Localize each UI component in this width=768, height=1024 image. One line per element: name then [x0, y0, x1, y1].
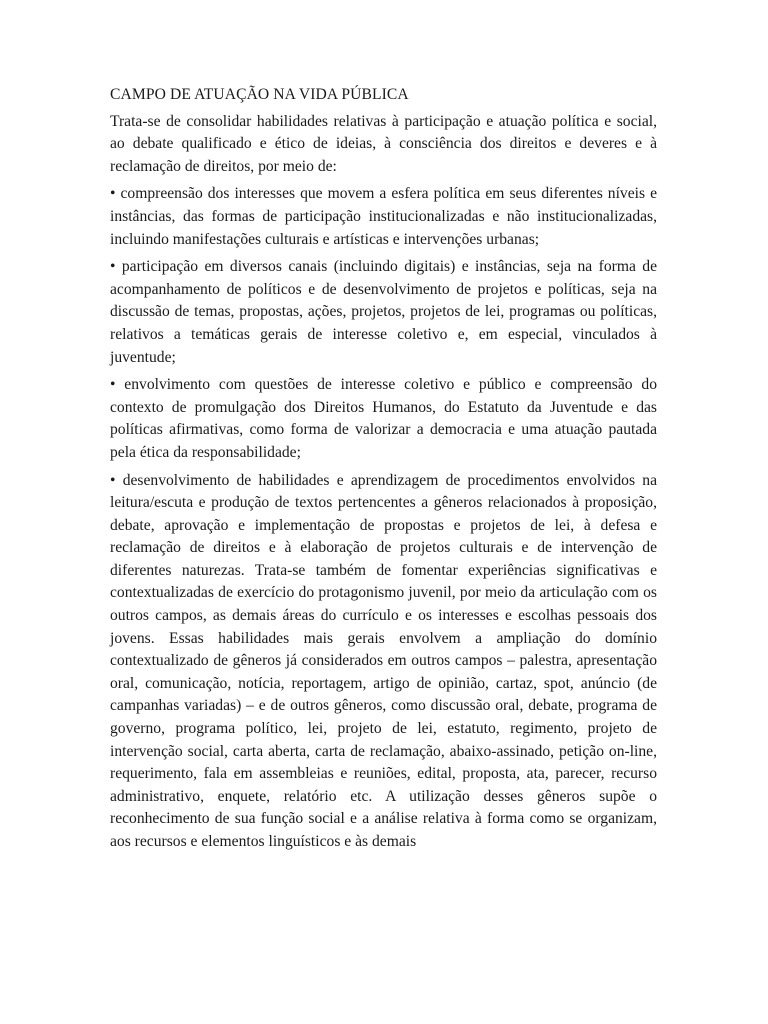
- intro-paragraph: Trata-se de consolidar habilidades relativas à participação e atuação política e social, ao debate qualificado e ético de ideias, à consciência dos direitos e deveres e à reclamação de direitos, por meio de:: [110, 112, 657, 175]
- section-heading: CAMPO DE ATUAÇÃO NA VIDA PÚBLICA: [110, 86, 409, 103]
- bullet-paragraph: • envolvimento com questões de interesse coletivo e público e compreensão do contexto de promulgação dos Direitos Humanos, do Estatuto da Juventude e das políticas afirmativas, como forma de valorizar a democracia e uma atuação pautada pela ética da responsabilidade;: [110, 376, 657, 461]
- document-page: [110, 84, 657, 859]
- bullet-paragraph: • compreensão dos interesses que movem a esfera política em seus diferentes níveis e instâncias, das formas de participação institucionalizadas e não institucionalizadas, incluindo manifestações culturais e artísticas e intervenções urbanas;: [110, 185, 657, 248]
- bullet-paragraph: • participação em diversos canais (incluindo digitais) e instâncias, seja na forma de acompanhamento de políticos e de desenvolvimento de projetos e políticas, seja na discussão de temas, propostas, ações, projetos, projetos de lei, programas ou políticas, relativos a temáticas gerais de interesse coletivo e, em especial, vinculados à juventude;: [110, 258, 657, 366]
- bullet-paragraph: • desenvolvimento de habilidades e aprendizagem de procedimentos envolvidos na leitura/escuta e produção de textos pertencentes a gêneros relacionados à proposição, debate, aprovação e implementação de propostas e projetos de lei, à defesa e reclamação de direitos e à elaboração de projetos culturais e de intervenção de diferentes naturezas. Trata-se também de fomentar experiências significativas e contextualizadas de exercício do protagonismo juvenil, por meio da articulação com os outros campos, as demais áreas do currículo e os interesses e escolhas pessoais dos jovens. Essas habilidades mais gerais envolvem a ampliação do domínio contextualizado de gêneros já considerados em outros campos – palestra, apresentação oral, comunicação, notícia, reportagem, artigo de opinião, cartaz, spot, anúncio (de campanhas variadas) – e de outros gêneros, como discussão oral, debate, programa de governo, programa político, lei, projeto de lei, estatuto, regimento, projeto de intervenção social, carta aberta, carta de reclamação, abaixo-assinado, petição on-line, requerimento, fala em assembleias e reuniões, edital, proposta, ata, parecer, recurso administrativo, enquete, relatório etc. A utilização desses gêneros supõe o reconhecimento de sua função social e a análise relativa à forma como se organizam, aos recursos e elementos linguísticos e às demais: [110, 471, 657, 850]
